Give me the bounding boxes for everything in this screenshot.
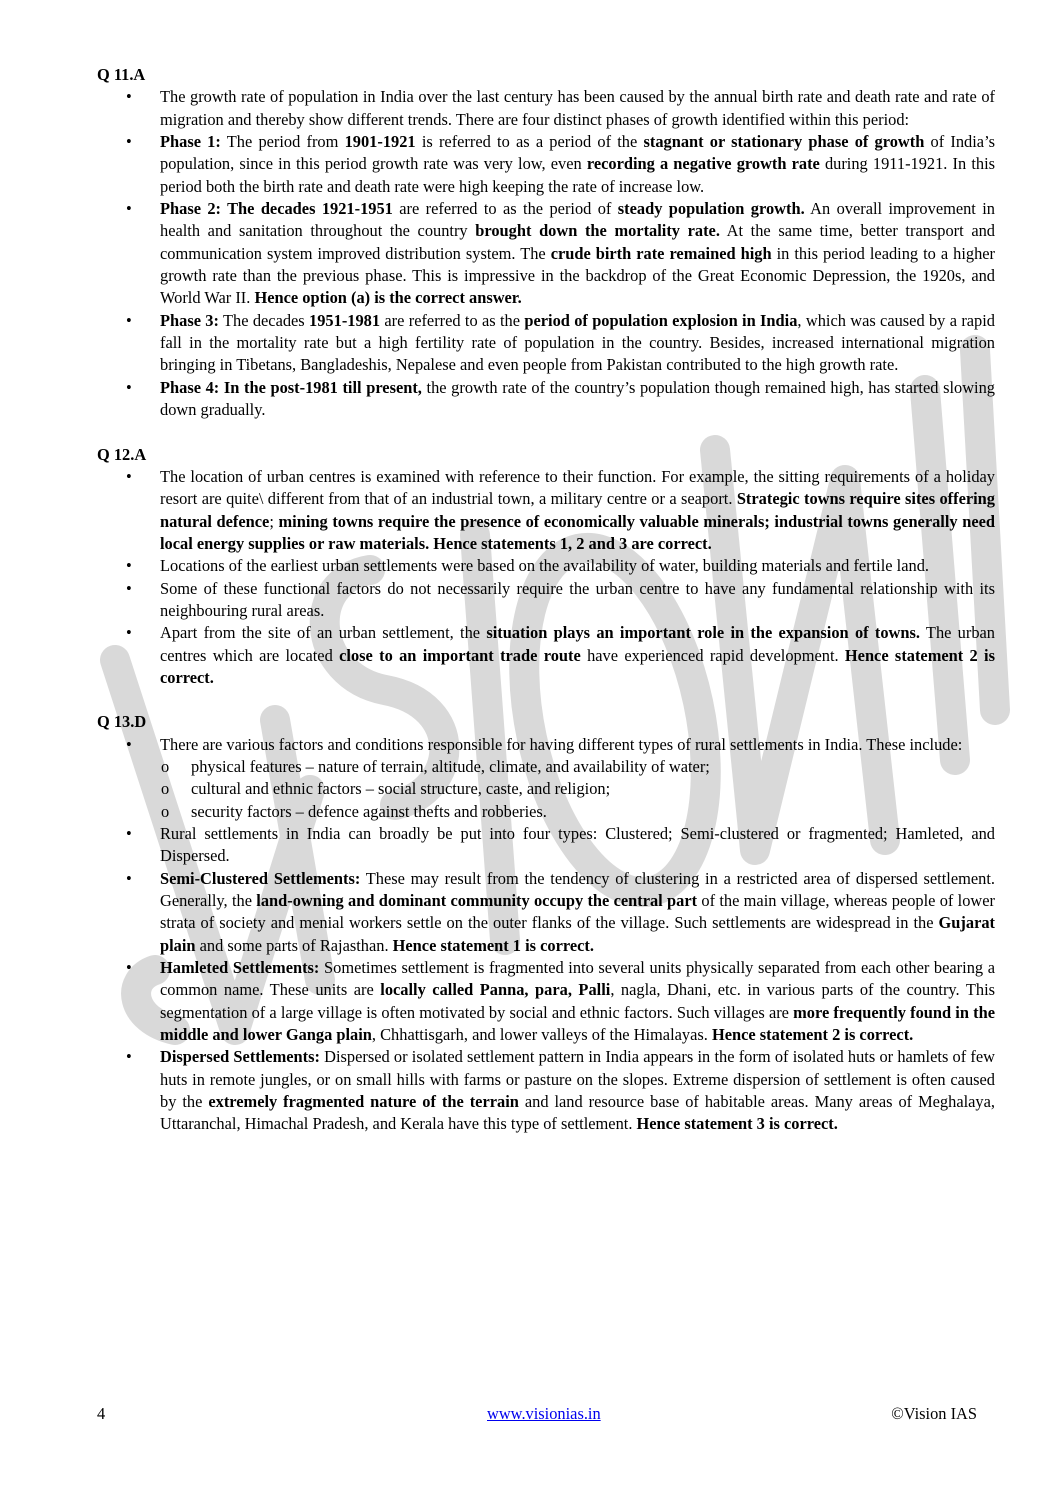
question-label: Q 13.D [97,712,147,732]
question-11-section [97,64,995,422]
list-item: • Hamleted Settlements: Sometimes settlement is fragmented into several units physically separated from each other bearing a common name. These units are locally called Panna, para, Palli, nagla, Dhani, etc. in various parts of the country. This segmentation of a large village is often motivated by social and ethnic factors. Such villages are more frequently found in the middle and lower Ganga plain, Chhattisgarh, and lower valleys of the Himalayas. Hence statement 2 is correct. [97,957,995,1046]
list-item: • Phase 1: The period from 1901-1921 is referred to as a period of the stagnant or stationary phase of growth of India’s population, since in this period growth rate was very low, even recording a negative growth rate during 1911-1921. In this period both the birth rate and death rate were high keeping the rate of increase low. [97,131,995,198]
list-item: • Locations of the earliest urban settlements were based on the availability of water, building materials and fertile land. [97,555,995,577]
list-item: • Phase 3: The decades 1951-1981 are referred to as the period of population explosion in India, which was caused by a rapid fall in the mortality rate but a high fertility rate of population in the country. Besides, increased international migration bringing in Tibetans, Bangladeshis, Nepalese and even people from Pakistan contributed to the high growth rate. [97,310,995,377]
list-item: • Apart from the site of an urban settlement, the situation plays an important role in the expansion of towns. The urban centres which are located close to an important trade route have experienced rapid development. Hence statement 2 is correct. [97,622,995,689]
list-item: • Dispersed Settlements: Dispersed or isolated settlement pattern in India appears in the form of isolated huts or hamlets of few huts in remote jungles, or on small hills with farms or pasture on the slopes. Extreme dispersion of settlement is often caused by the extremely fragmented nature of the terrain and land resource base of habitable areas. Many areas of Meghalaya, Uttaranchal, Himachal Pradesh, and Kerala have this type of settlement. Hence statement 3 is correct. [97,1046,995,1135]
list-item: • The growth rate of population in India over the last century has been caused by the annual birth rate and death rate and rate of migration and thereby show different trends. There are four distinct phases of growth identified within this period: [97,86,995,131]
sub-list-item: o security factors – defence against thefts and robberies. [97,801,995,823]
question-12-section [97,444,995,690]
main-content [97,64,995,1158]
list-item: • Phase 2: The decades 1921-1951 are referred to as the period of steady population growth. An overall improvement in health and sanitation throughout the country brought down the mortality rate. At the same time, better transport and communication system improved distribution system. The crude birth rate remained high in this period leading to a higher growth rate than the previous phase. This is impressive in the backdrop of the Great Economic Depression, the 1920s, and World War II. Hence option (a) is the correct answer. [97,198,995,310]
sub-list-item: o cultural and ethnic factors – social structure, caste, and religion; [97,778,995,800]
page-number: 4 [97,1404,106,1423]
sub-list [160,756,995,823]
website-link[interactable]: www.visionias.in [487,1404,601,1423]
page-footer [97,1404,977,1428]
list-item: • Phase 4: In the post-1981 till present, the growth rate of the country’s population though remained high, has started slowing down gradually. [97,377,995,422]
question-13-section [97,711,995,1136]
list-item: • Some of these functional factors do not necessarily require the urban centre to have any fundamental relationship with its neighbouring rural areas. [97,578,995,623]
list-item: • Rural settlements in India can broadly be put into four types: Clustered; Semi-clustered or fragmented; Hamleted, and Dispersed. [97,823,995,868]
list-item: • There are various factors and conditions responsible for having different types of rural settlements in India. These include: o physical features – nature of terrain, altitude, climate, and availability of water; o cultural and ethnic factors – social structure, caste, and religion; o security factors – defence against thefts and robberies. [97,734,995,823]
answer-list [97,86,995,421]
answer-list [97,734,995,1136]
question-label: Q 12.A [97,444,147,464]
answer-list [97,466,995,689]
list-item: • Semi-Clustered Settlements: These may result from the tendency of clustering in a restricted area of dispersed settlement. Generally, the land-owning and dominant community occupy the central part of the main village, whereas people of lower strata of society and menial workers settle on the outer flanks of the village. Such settlements are widespread in the Gujarat plain and some parts of Rajasthan. Hence statement 1 is correct. [97,868,995,957]
copyright-text: ©Vision IAS [891,1404,977,1423]
sub-list-item: o physical features – nature of terrain, altitude, climate, and availability of water; [97,756,995,778]
list-item: • The location of urban centres is examined with reference to their function. For example, the sitting requirements of a holiday resort are quite\ different from that of an industrial town, a military centre or a seaport. Strategic towns require sites offering natural defence; mining towns require the presence of economically valuable minerals; industrial towns generally need local energy supplies or raw materials. Hence statements 1, 2 and 3 are correct. [97,466,995,555]
question-label: Q 11.A [97,65,146,84]
